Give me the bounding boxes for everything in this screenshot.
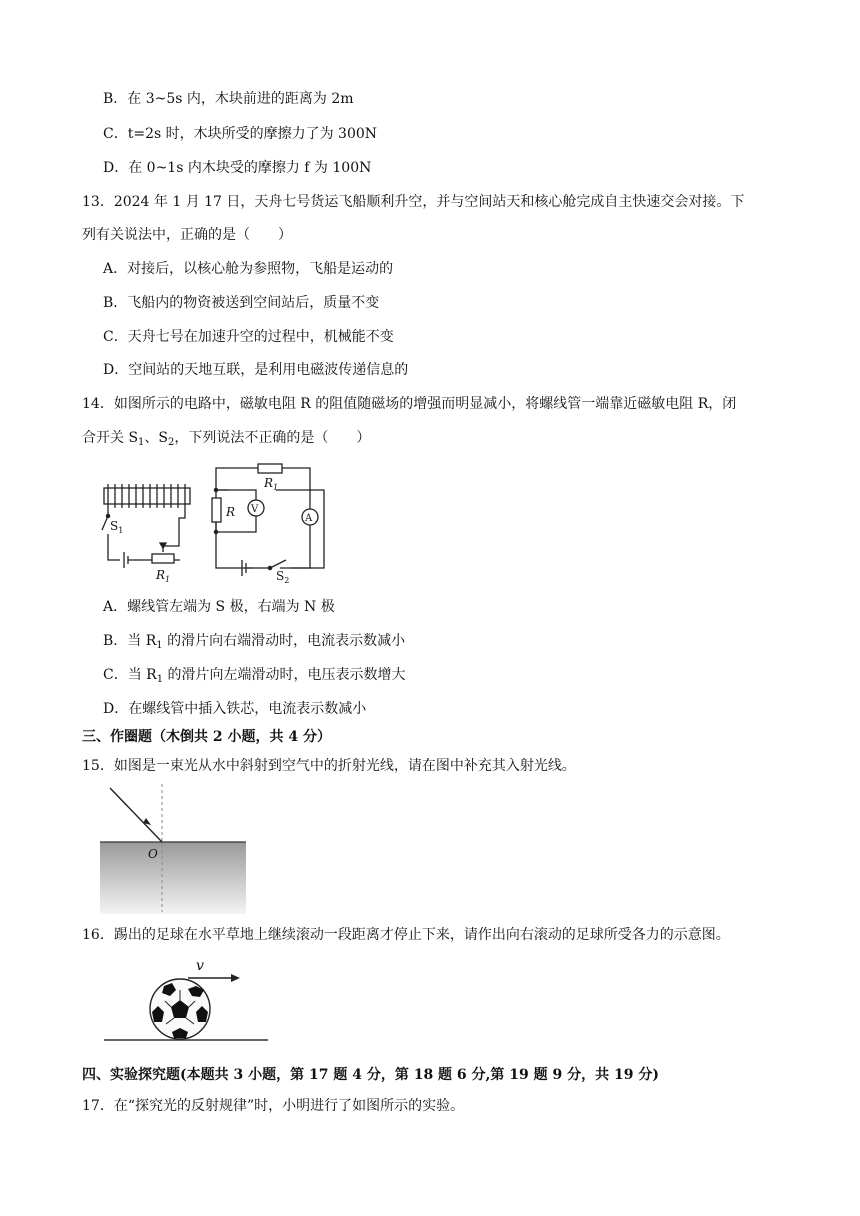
q12-option-b: B．在 3~5s 内，木块前进的距离为 2m [103,91,354,107]
q14-stem-line2: 合开关 $S_1$、$S_2$，下列说法不正确的是（ ） [82,430,371,448]
q13-stem-line2: 列有关说法中，正确的是（ ） [82,227,292,243]
circuit-figure [96,462,336,584]
q14-option-d: D．在螺线管中插入铁芯，电流表示数减小 [103,701,367,717]
q13-option-c: C．天舟七号在加速升空的过程中，机械能不变 [103,329,394,345]
q14-stem-line1: 14．如图所示的电路中，磁敏电阻 R 的阻值随磁场的增强而明显减小，将螺线管一端靠近磁敏电阻 R，闭 [82,396,737,412]
q15-stem: 15．如图是一束光从水中斜射到空气中的折射光线，请在图中补充其入射光线。 [82,758,576,774]
section-3-title: 三、作圈题（木倒共 2 小题，共 4 分） [82,729,331,745]
football-figure [100,956,272,1048]
section-4-title: 四、实验探究题(本题共 3 小题，第 17 题 4 分，第 18 题 6 分,第 19 题 9 分，共 19 分) [82,1067,659,1083]
q13-option-a: A．对接后，以核心舱为参照物，飞船是运动的 [103,261,394,277]
q17-stem: 17．在“探究光的反射规律”时，小明进行了如图所示的实验。 [82,1098,465,1114]
q14-option-a: A．螺线管左端为 S 极，右端为 N 极 [103,599,335,615]
q16-stem: 16．踢出的足球在水平草地上继续滚动一段距离才停止下来，请作出向右滚动的足球所受各力的示意图。 [82,927,730,943]
label-o: O [148,847,158,861]
q14-option-c: C．当 $R_1$ 的滑片向左端滑动时，电压表示数增大 [103,667,406,685]
label-v: v [196,958,204,974]
q13-stem-line1: 13．2024 年 1 月 17 日，天舟七号货运飞船顺利升空，并与空间站天和核心舱完成自主快速交会对接。下 [82,194,745,210]
football [150,979,210,1039]
label-voltmeter: V [251,504,259,515]
label-r1-left: $R_1$ [156,568,171,584]
label-ammeter: A [305,513,313,524]
label-r: R [226,505,236,519]
q12-option-d: D．在 0~1s 内木块受的摩擦力 f 为 100N [103,160,372,176]
q13-option-d: D．空间站的天地互联，是利用电磁波传递信息的 [103,362,409,378]
label-s2: $S_2$ [276,569,290,584]
q13-option-b: B．飞船内的物资被送到空间站后，质量不变 [103,295,380,311]
label-r1-top: $R_1$ [264,476,279,492]
label-s1: $S_1$ [110,519,124,535]
q14-option-b: B．当 $R_1$ 的滑片向右端滑动时，电流表示数减小 [103,633,406,651]
q12-option-c: C．t=2s 时，木块所受的摩擦力了为 300N [103,126,378,142]
refraction-figure [100,784,248,914]
